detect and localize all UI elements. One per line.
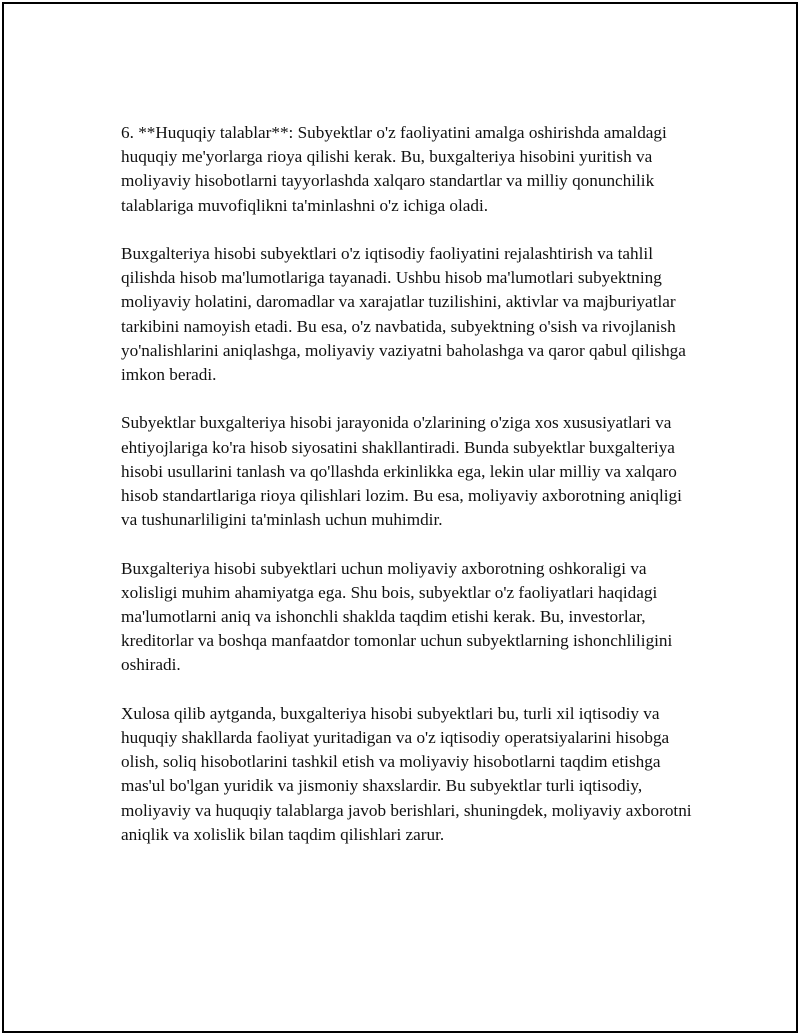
document-body: [121, 121, 696, 871]
document-page: [2, 2, 798, 1033]
paragraph-conclusion: Xulosa qilib aytganda, buxgalteriya hisobi subyektlari bu, turli xil iqtisodiy va huquqiy shakllarda faoliyat yuritadigan va o'z iqtisodiy operatsiyalarini hisobga olish, soliq hisobotlarini tashkil etish va moliyaviy hisobotlarni taqdim etishga mas'ul bo'lgan yuridik va jismoniy shaxslardir. Bu subyektlar turli iqtisodiy, moliyaviy va huquqiy talablarga javob berishlari, shuningdek, moliyaviy axborotni aniqlik va xolislik bilan taqdim qilishlari zarur.: [121, 703, 692, 844]
paragraph-accounting-policy: Subyektlar buxgalteriya hisobi jarayonida o'zlarining o'ziga xos xususiyatlari va ehtiyojlariga ko'ra hisob siyosatini shakllantiradi. Bunda subyektlar buxgalteriya hisobi usullarini tanlash va qo'llashda erkinlikka ega, lekin ular milliy va xalqaro hisob standartlariga rioya qilishlari lozim. Bu esa, moliyaviy axborotning aniqligi va tushunarliligini ta'minlash uchun muhimdir.: [121, 413, 682, 530]
paragraph-planning-analysis: Buxgalteriya hisobi subyektlari o'z iqtisodiy faoliyatini rejalashtirish va tahlil qilishda hisob ma'lumotlariga tayanadi. Ushbu hisob ma'lumotlari subyektning moliyaviy holatini, daromadlar va xarajatlar tuzilishini, aktivlar va majburiyatlar tarkibini namoyish etadi. Bu esa, o'z navbatida, subyektning o'sish va rivojlanish yo'nalishlarini aniqlashga, moliyaviy vaziyatni baholashga va qaror qabul qilishga imkon beradi.: [121, 244, 686, 385]
paragraph-legal-requirements: 6. **Huquqiy talablar**: Subyektlar o'z faoliyatini amalga oshirishda amaldagi huquqiy me'yorlarga rioya qilishi kerak. Bu, buxgalteriya hisobini yuritish va moliyaviy hisobotlarni tayyorlashda xalqaro standartlar va milliy qonunchilik talablariga muvofiqlikni ta'minlashni o'z ichiga oladi.: [121, 123, 667, 215]
paragraph-transparency: Buxgalteriya hisobi subyektlari uchun moliyaviy axborotning oshkoraligi va xolisligi muhim ahamiyatga ega. Shu bois, subyektlar o'z faoliyatlari haqidagi ma'lumotlarni aniq va ishonchli shaklda taqdim etishi kerak. Bu, investorlar, kreditorlar va boshqa manfaatdor tomonlar uchun subyektlarning ishonchliligini oshiradi.: [121, 558, 673, 675]
